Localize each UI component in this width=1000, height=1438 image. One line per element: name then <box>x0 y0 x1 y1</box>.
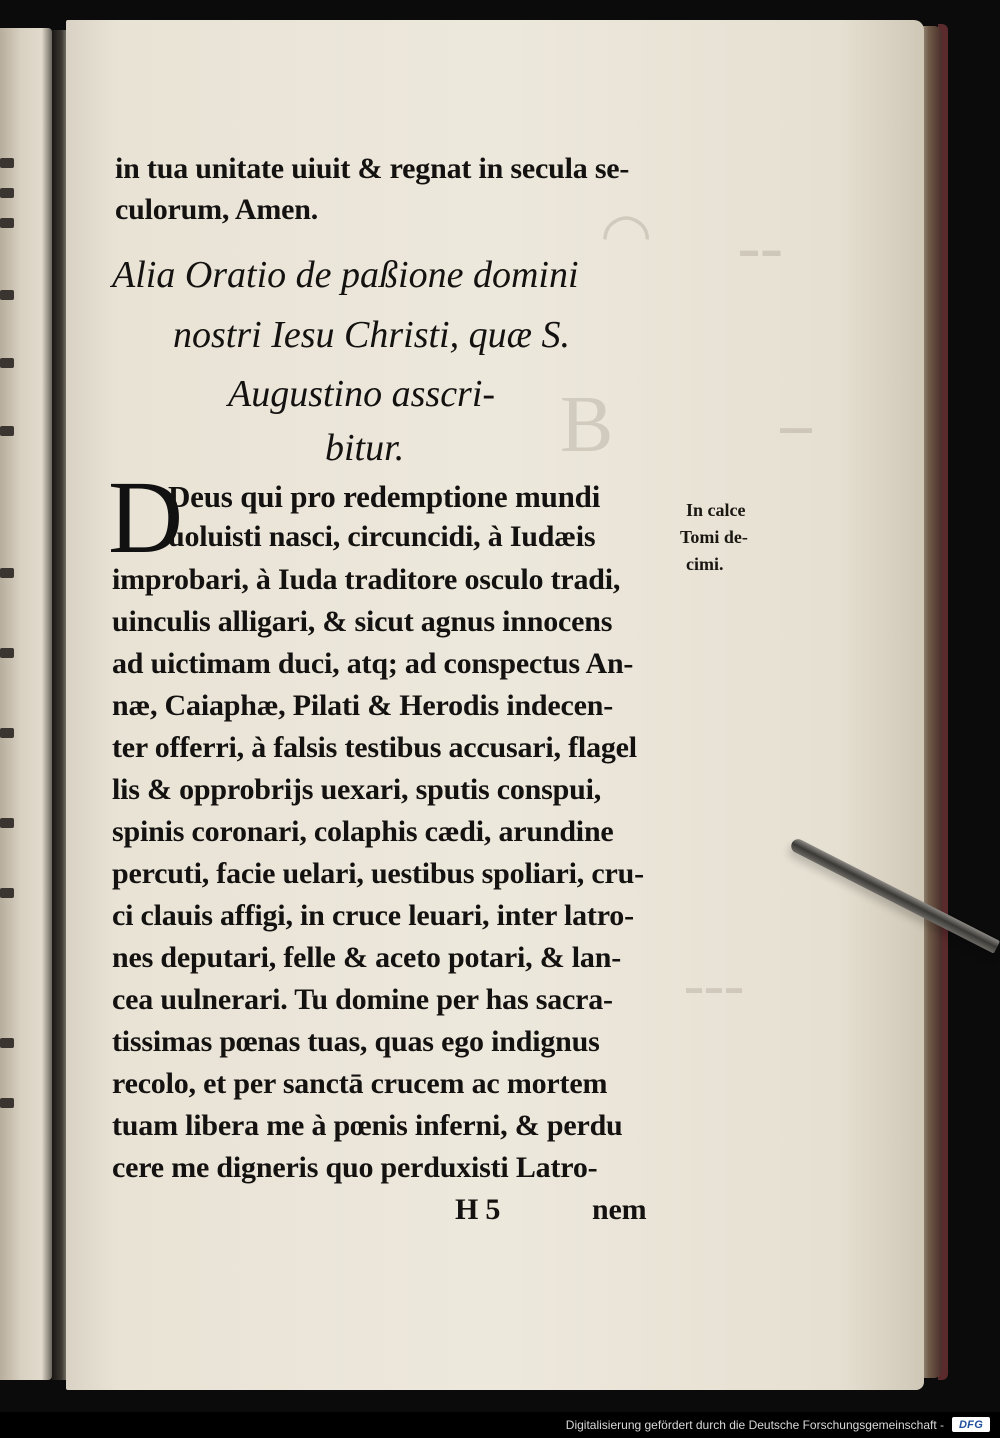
margin-note-line-3: cimi. <box>686 554 724 574</box>
text-line-9: ter offerri, à falsis testibus accusari, flagel <box>112 731 637 764</box>
text-line-2: culorum, Amen. <box>115 193 319 226</box>
text-line-4: uoluisti nasci, circuncidi, à Iudæis <box>168 520 596 553</box>
text-line-8: næ, Caiaphæ, Pilati & Herodis indecen- <box>112 689 614 722</box>
bleed-through-mark: ▬▬ <box>780 420 812 437</box>
margin-note-line-2: Tomi de- <box>680 527 748 547</box>
text-line-7: ad uictimam duci, atq; ad conspectus An- <box>112 647 634 680</box>
heading-line-1: Alia Oratio de paßione domini <box>112 254 579 296</box>
bleed-through-mark: ◠ <box>600 202 653 268</box>
heading-line-4: bitur. <box>325 427 405 469</box>
text-line-18: tuam libera me à pœnis inferni, & perdu <box>112 1109 623 1142</box>
text-line-14: nes deputari, felle & aceto potari, & lan- <box>112 941 622 974</box>
text-line-17: recolo, et per sanctā crucem ac mortem <box>112 1067 608 1100</box>
text-line-10: lis & opprobrijs uexari, sputis conspui, <box>112 773 602 806</box>
text-line-13: ci clauis affigi, in cruce leuari, inter latro- <box>112 899 634 932</box>
signature-mark: H 5 <box>455 1193 501 1226</box>
text-line-6: uinculis alligari, & sicut agnus innocens <box>112 605 613 638</box>
margin-note-line-1: In calce <box>686 500 746 520</box>
bleed-through-mark: ▬ ▬ <box>740 240 781 260</box>
funding-credit: Digitalisierung gefördert durch die Deutsche Forschungsgemeinschaft - <box>565 1418 944 1432</box>
text-line-15: cea uulnerari. Tu domine per has sacra- <box>112 983 613 1016</box>
text-line-1: in tua unitate uiuit & regnat in secula se- <box>115 152 630 185</box>
bleed-through-mark: ▬ ▬ ▬ <box>686 980 742 997</box>
previous-leaf-edge <box>0 28 52 1380</box>
text-line-11: spinis coronari, colaphis cædi, arundine <box>112 815 614 848</box>
heading-line-2: nostri Iesu Christi, quæ S. <box>173 314 570 356</box>
text-line-12: percuti, facie uelari, uestibus spoliari, cru- <box>112 857 644 890</box>
text-line-3: Deus qui pro redemptione mundi <box>168 479 601 514</box>
catchword: nem <box>592 1193 647 1226</box>
text-line-5: improbari, à Iuda traditore osculo tradi, <box>112 563 621 596</box>
bleed-through-mark: B <box>560 381 614 469</box>
heading-line-3: Augustino asscri- <box>228 373 496 415</box>
dfg-logo <box>952 1417 990 1432</box>
dfg-logo-text: DFG <box>958 1418 984 1431</box>
text-line-19: cere me digneris quo perduxisti Latro- <box>112 1151 598 1184</box>
drop-cap: D <box>108 460 184 575</box>
text-line-16: tissimas pœnas tuas, quas ego indignus <box>112 1025 600 1058</box>
